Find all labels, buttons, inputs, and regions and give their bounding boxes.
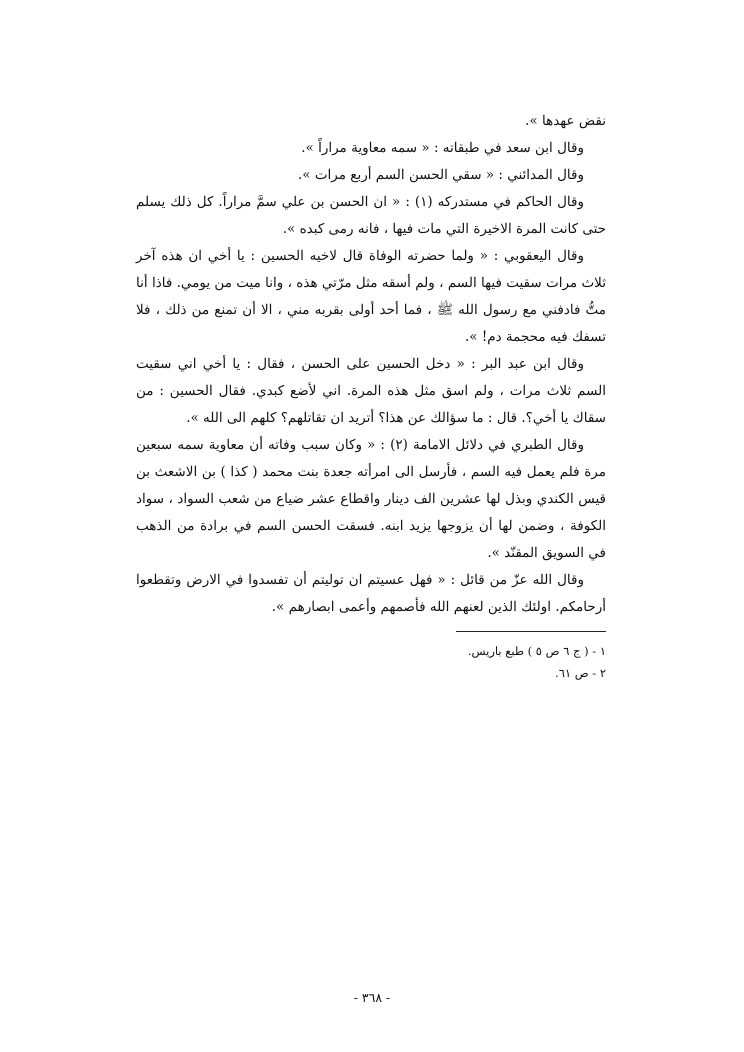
footnote-separator (456, 631, 606, 632)
paragraph-2: وقال ابن سعد في طبقاته : « سمه معاوية مراراً ». (301, 140, 584, 156)
paragraph-5: وقال اليعقوبي : « ولما حضرته الوفاة قال لاخيه الحسين : يا أخي ان هذه آخر ثلاث مرات سقيت فيها السم ، ولم أسقه مثل مرّتي هذه ، وانا ميت من يومي. فاذا أنا متُّ فادفني مع رسول الله ﷺ ، فما أحد أولى بقربه مني ، الا أن تمنع من ذلك ، فلا تسفك فيه محجمة دم! ». (136, 248, 606, 345)
page-number: - ٣٦٨ - (353, 990, 391, 1005)
paragraph-3: وقال المدائني : « سقي الحسن السم أربع مرات ». (298, 167, 584, 183)
footnote-1: ١ - ( ج ٦ ص ٥ ) طبع باريس. (467, 644, 606, 658)
paragraph-1: نقض عهدها ». (525, 113, 606, 129)
paragraph-8: وقال الله عزّ من قائل : « فهل عسيتم ان توليتم أن تفسدوا في الارض وتقطعوا أرحامكم. اولئك الذين لعنهم الله فأصمهم وأعمى ابصارهم ». (136, 572, 606, 615)
page-body (136, 108, 606, 684)
footnote-2: ٢ - ص ٦١. (555, 666, 606, 680)
paragraph-7: وقال الطبري في دلائل الامامة (٢) : « وكان سبب وفاته أن معاوية سمه سبعين مرة فلم يعمل فيه السم ، فأرسل الى امرأته جعدة بنت محمد ( كذا ) بن الاشعث بن قيس الكندي وبذل لها عشرين الف دينار واقطاع عشر ضياع من شعب السواد ، سواد الكوفة ، وضمن لها أن يزوجها يزيد ابنه. فسقت الحسن السم في برادة من الذهب في السويق المقنّد ». (136, 437, 606, 561)
paragraph-6: وقال ابن عبد البر : « دخل الحسين على الحسن ، فقال : يا أخي اني سقيت السم ثلاث مرات ، ولم اسق مثل هذه المرة. اني لأضع كبدي. فقال الحسين : من سقاك يا أخي؟. قال : ما سؤالك عن هذا؟ أتريد ان تقاتلهم؟ كلهم الى الله ». (136, 356, 606, 426)
paragraph-4: وقال الحاكم في مستدركه (١) : « ان الحسن بن علي سمَّ مراراً. كل ذلك يسلم حتى كانت المرة الاخيرة التي مات فيها ، فانه رمى كبده ». (136, 194, 606, 237)
